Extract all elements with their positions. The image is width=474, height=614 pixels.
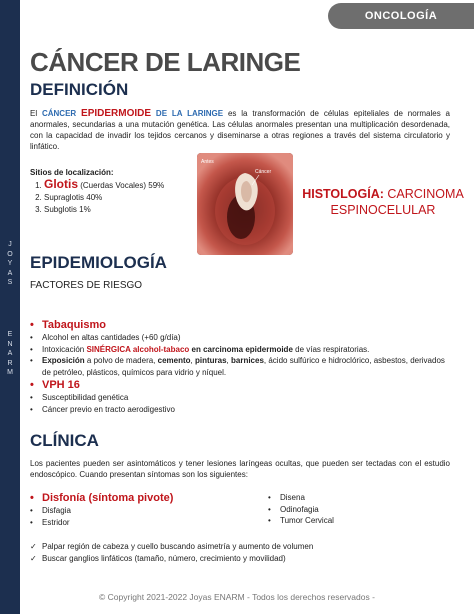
- list-item: • Disfagia: [30, 505, 250, 517]
- symptom-list-right: [268, 492, 448, 527]
- photo-label-before: Antes: [201, 159, 214, 165]
- list-item: • Susceptibilidad genética: [30, 392, 450, 404]
- clinical-paragraph: Los pacientes pueden ser asintomáticos y tener lesiones laríngeas ocultas, que pueden ser tectadas con el estudio endoscópico. Cuando presentan síntomas son los siguientes:: [30, 459, 450, 479]
- list-item: ✓ Palpar región de cabeza y cuello buscando asimetría y aumento de volumen: [30, 541, 450, 553]
- histology: HISTOLOGÍA: CARCINOMA ESPINOCELULAR: [302, 187, 464, 217]
- epidemiology-heading: EPIDEMIOLOGÍA: [30, 253, 167, 272]
- page-title: CÁNCER DE LARINGE: [30, 47, 301, 77]
- list-item: 3. Subglotis 1%: [44, 204, 164, 216]
- list-item: • Cáncer previo en tracto aerodigestivo: [30, 404, 450, 416]
- sites-heading: Sitios de localización:: [30, 168, 114, 177]
- definition-heading: DEFINICIÓN: [30, 80, 129, 99]
- list-item: ✓ Buscar ganglios linfáticos (tamaño, número, crecimiento y movilidad): [30, 553, 450, 565]
- list-item: • Disena: [268, 492, 448, 504]
- risk-list: [30, 318, 450, 415]
- list-item: • Tabaquismo: [30, 318, 450, 332]
- photo-label-cancer: Cáncer: [255, 169, 272, 175]
- risk-factors-heading: FACTORES DE RIESGO: [30, 280, 143, 291]
- footer-copyright: © Copyright 2021-2022 Joyas ENARM - Todos los derechos reservados -: [99, 592, 375, 602]
- sidebar-brand-bottom: E N A R M: [7, 331, 13, 376]
- list-item: • Alcohol en altas cantidades (+60 g/día): [30, 332, 450, 344]
- clinical-heading: CLÍNICA: [30, 431, 99, 450]
- list-item: • Intoxicación SINÉRGICA alcohol-tabaco en carcinoma epidermoide de vías respiratorias.: [30, 344, 450, 356]
- symptom-list-left: [30, 491, 250, 528]
- list-item: 1. Glotis (Cuerdas Vocales) 59%: [44, 178, 164, 192]
- list-item: • VPH 16: [30, 378, 450, 392]
- section-tag: ONCOLOGÍA: [328, 3, 474, 29]
- exam-checklist: [30, 541, 450, 565]
- larynx-photo: [197, 153, 293, 255]
- sidebar: [0, 0, 20, 614]
- list-item: • Odinofagia: [268, 504, 448, 516]
- list-item: • Estridor: [30, 517, 250, 529]
- sites-list: [30, 178, 164, 216]
- list-item: • Exposición a polvo de madera, cemento, pinturas, barnices, ácido sulfúrico e hidroclórico, asbestos, derivados de petróleo, plásticos, químicos para vidrio y níquel.: [30, 355, 450, 378]
- sidebar-brand-top: J O Y A S: [7, 241, 13, 286]
- list-item: 2. Supraglotis 40%: [44, 192, 164, 204]
- list-item: • Tumor Cervical: [268, 515, 448, 527]
- definition-paragraph: El CÁNCER EPIDERMOIDE DE LA LARINGE es la transformación de células epiteliales de normales a anormales, secundarias a una mutación genética. Las células anormales presentan una multiplicación desordenada, con la capacidad de invadir los tejidos cercanos y diseminarse a otras regiones a través del sistema circulatorio y linfático.: [30, 108, 450, 151]
- list-item: • Disfonía (síntoma pivote): [30, 491, 250, 505]
